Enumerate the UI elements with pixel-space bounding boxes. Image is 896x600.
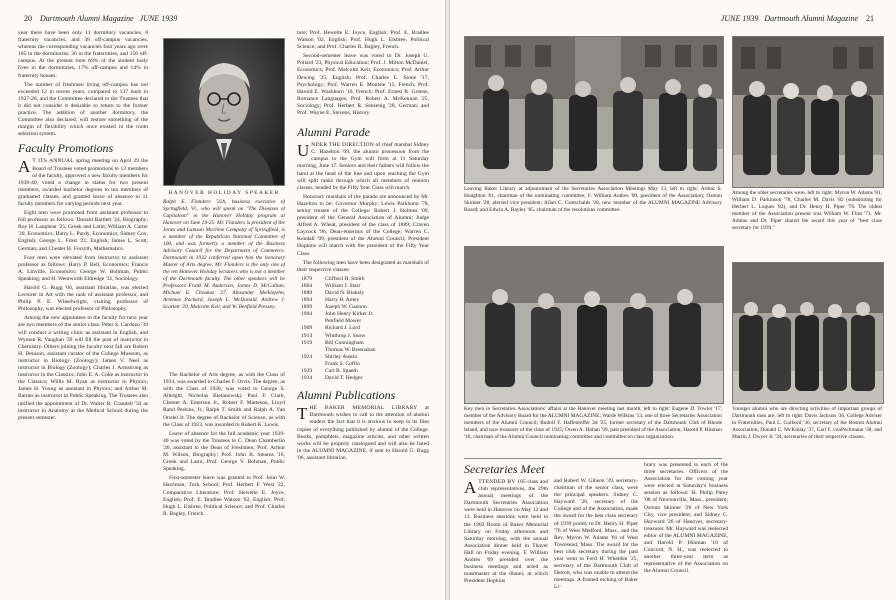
marshal-row <box>301 290 429 297</box>
marshal-row <box>301 297 429 304</box>
secretaries-lead-in: TTENDED BY <box>478 479 516 485</box>
leave-para-2: First-semester leave was granted to Prof. John W. Harriman, Tuck School; Prof. Herbert F. West '22, Comparative Literature; Prof. Hewette E. Joyce, English; Prof. E. Bradlee Watson '02, English; Prof. Hugh L. Elsbree, Political Science; and Prof. Charles R. Bagley, French. <box>163 475 285 517</box>
faculty-para-1-text: spring meeting on April 29 the Board of Trustees voted promotions to 12 members of the faculty, approved a new faculty members for 1939-40, voted a change in status for two present members, awarded bachelor degrees to ten members of graduated classes, and granted leave of absence to 11 faculty members for varying periods next year. <box>18 158 148 207</box>
marshal-class-year: 1904 <box>301 311 313 318</box>
publications-para-text: at Dartmouth wishes to call to the attention of alumni readers the fact that it is anxious to keep in its files copies of everything published by alumni of the College. Books, pamphlets, magazine articles, and other written works will be properly catalogued and will also be listed in the ALUMNI MAGAZINE, if sent to Harold G. Rugg '06, assistant librarian. <box>297 405 429 461</box>
alumni-publications-heading: Alumni Publications <box>297 388 396 403</box>
publications-lead-in: HE BAKER MEMORIAL LIBRARY <box>309 405 418 412</box>
parade-para-1 <box>297 142 429 192</box>
parade-para-3: The following men have been designated as marshals of their respective classes: <box>297 259 429 273</box>
publications-para <box>297 405 429 462</box>
faculty-drop-cap: A <box>18 157 31 177</box>
faculty-para-3: Four men were elevated from instructor to assistant professor as follows: Harry P. Bell, Economics; Francis A. Linville, Economics; George W. Bohman, Public Speaking; and H. Wentworth Eldredge '31, Sociology. <box>18 254 148 282</box>
leave-para-1: Leave of absence for the full academic year 1939-40 was voted by the Trustees to C. Dean Chamberlin '26, assistant to the Dean of Freshmen; Prof. Arthur M. Wilson, Biography; Prof. John B. Stearns '16, Greek and Latin; Prof. George V. Bohman, Public Speaking. <box>163 430 285 473</box>
faculty-para-5: Among the new appointees to the faculty for next year are two members of the senior class. Peter S. Cardozo '39 will conduct a writing clinic as assistant in English, and Wyman R. Vaughan '39 will fill the post of instructor in Chemistry. Others joining the faculty next fall are Robert H. Denison, assistant curator of the College Museum, as instructor in Biology (Zoology); James V. Neel as instructor in Biology (Zoology); Charles J. Armstrong as instructor in the Classics; John E. A. Coke as instructor in the Classics; Willis M. Ryan as instructor in Physics; James H. Young as assistant in Physics; and Arthur M. Barnes as instructor in Public Speaking. The Trustees also ratified the appointment of Dr. Walter B. Crandell '34 as instructor in Anatomy at the Medical School during the present semester. <box>18 315 148 421</box>
marshal-name: Winthrop J. Snow <box>325 332 366 339</box>
class-marshal-list <box>301 276 429 382</box>
marshal-row <box>301 276 429 283</box>
marshal-name: Shirley Austin <box>325 353 358 360</box>
caption-older-secretaries: Among the older secretaries were, left to right: Myron W. Adams '81, William D. Parkinson '78, Charles M. Davis '82 (substituting for Herbert L. Luques '82), and Dr. Henry H. Piper '76. The oldest member of the Association present was William W. Flint '71. Mr. Adams and Dr. Piper shared the award this year of "best class secretary for 1939." <box>732 190 882 231</box>
right-page-number: 21 <box>866 14 874 23</box>
marshal-name: David N. Blakely <box>325 290 365 296</box>
marshal-row <box>301 375 429 382</box>
photo-key-men <box>464 246 724 404</box>
speaker-caption-heading: HANOVER HOLIDAY SPEAKER <box>168 190 280 196</box>
parade-drop-cap: U <box>297 141 310 161</box>
photo-4-illustration <box>733 263 883 403</box>
faculty-para-2: Eight men were promoted from assistant professor to full professor as follows: Donald Bartlett '24, Biography; Roy H. Lanphear '25, Greek and Latin; William A. Carter '20, Economics; Harry L. Purdy, Economics; Sidney Cox, English; George L. Frost '21, English; James L. Scott, German; and Chester H. Forsyth, Mathematics. <box>18 210 148 252</box>
photo-2-illustration <box>733 37 883 187</box>
faculty-para-1 <box>18 158 148 208</box>
marshal-class-year: 1919 <box>301 339 313 346</box>
photo-younger-alumni <box>732 262 884 404</box>
marshal-class-year <box>301 361 325 368</box>
marshal-class-year: 1914 <box>301 332 313 339</box>
marshal-row <box>301 340 429 347</box>
caption-younger-alumni: Younger alumni who are directing activities of important groups of Dartmouth men are, left to right: Davis Jackson '36, College Adviser to Fraternities, Paul L. Guibord '36, secretary of the Boston Alumni Association, Donald C. McKinlay '37, Carl F. vonPechmann '38, and Martin J. Dwyer Jr. '34, secretaries of their respective classes. <box>732 406 882 440</box>
parade-para-1-text: of chief marshal Sidney C. Hazelton '09, the alumni procession from the campus to the Gym will form at 11 Saturday morning, June 17. Seniors and their fathers will follow the band at the head of the line and upon reaching the Gym will split ranks through which all members of reunion classes, headed by the Fifty Year Class will march. <box>297 142 429 191</box>
right-issue-date: JUNE 1939 <box>720 14 759 23</box>
marshal-row <box>301 361 429 368</box>
left-magazine-title: Dartmouth Alumni Magazine <box>40 14 134 23</box>
marshal-class-year: 1884 <box>301 282 313 289</box>
marshal-name: Penfield Mower <box>325 318 362 325</box>
secretaries-col1-text: 105 class and club representatives, the 29th annual meetings of the Dartmouth Secretaries Association were held in Hanover on May 12 and 13. Business sessions were held in the 1902 Room of Baker Memorial Library on Friday afternoon and Saturday morning, with the annual Association dinner held in Thayer Hall on Friday evening. F. William Andres '09 presided over the business meetings and acted as toastmaster at the dinner, at which President Hopkins <box>464 479 548 585</box>
marshal-name: Frank S. Coffin <box>325 360 360 367</box>
secretaries-meet-column-1 <box>464 462 548 596</box>
photo-leaving-baker-library <box>464 36 724 184</box>
caption-key-men: Key men in Secretaries Associations' affairs at the Hanover meeting last month, left to right: Eugene D. Towler '17, member of the Advisory Board for the ALUMNI MAGAZINE; Warde Wilkins '13, one of three Secretaries Association members of the Alumni Council; Rudolf F. Haffenreffer 3d '25, former secretary of the Dartmouth Club of Rhode Island, and now treasurer of the class of 1925; Owen A. Hoban '99, past president of the Association; Harold P. Hinman '10, chairman of the Alumni Council nominating committee and committee on class organization. <box>464 406 722 440</box>
right-magazine-title: Dartmouth Alumni Magazine <box>764 14 858 23</box>
right-page <box>450 0 896 600</box>
left-issue-date: JUNE 1939 <box>139 14 178 23</box>
marshal-row <box>301 347 429 354</box>
caption-leaving-library: Leaving Baker Library at adjournment of the Secretaries Association Meetings May 13, left to right: Arthur S. Houghton '01, chairman of the nominating committee; F. William Andres '09, president of the Association; Osmun Skinner '28, elected vice president; Allan C. Gottschalds '28, new member of the ALUMNI MAGAZINE Advisory Board; and Edwin A. Bayley '85, chairman of the resolutions committee. <box>464 186 722 213</box>
left-page-number: 20 <box>24 14 32 23</box>
speaker-portrait-photo <box>163 38 285 186</box>
portrait-illustration <box>164 39 284 185</box>
marshal-class-year <box>301 347 325 354</box>
marshal-class-year: 1929 <box>301 368 313 375</box>
leave-continued-para: ture; Prof. Hewette E. Joyce, English; Prof. E. Bradlee Watson '02, English; Prof. Hugh L. Elsbree, Political Science; and Prof. Charles R. Bagley, French. <box>297 30 429 51</box>
secretaries-meet-para-1 <box>464 479 548 585</box>
marshal-class-year: 1899 <box>301 304 313 311</box>
marshal-name: Richard J. Lord <box>325 325 360 332</box>
marshal-class-year: 1894 <box>301 297 313 304</box>
photo-3-illustration <box>465 247 723 403</box>
second-semester-para: Second-semester leave was voted to Dr. Joseph G. Pollard '23, Physical Education; Prof. J. Milton McDaniel, Economics; Prof. Malcolm Keir, Economics; Prof. Arthur Dewing '25, English; Prof. Charles L. Stone '17, Psychology; Prof. Warren E. Montsie '15, French; Prof. Harold E. Washburn '10, French; Prof. Ernest R. Greene, Romance Languages; Prof. Robert A. McKennan '25, Sociology; Prof. Herbert R. Sensenig '28, German; and Prof. Wayne E. Stevens, History. <box>297 53 429 117</box>
photo-older-secretaries <box>732 36 884 188</box>
secretaries-col2-text: and Robert W. Gibson '39, secretary-chairman of the senior class, were the principal speakers. Sidney C. Hayward '26, secretary of the College and of the Association, made the award for the best class secretary of 1939 jointly to Dr. Henry H. Piper '76 of West Medford, Mass., and the Rev. Myron W. Adams '81 of West Townsend, Mass. The award for the best club secretary during the past year went to Ford H. Whelden '25, secretary of the Dartmouth Club of Detroit, who was unable to attend the meetings. A framed etching of Baker Li- <box>554 478 638 591</box>
marshal-name: Carl B. Spaeth <box>325 368 358 375</box>
dorm-para-2: The number of freshmen living off-campus has not exceeded 12 in recent years, compared to 137 back in 1927-28, and the Committee declared to the Trustees that it did not consider it desirable to return to the former practice. The addition of another dormitory, the Committee also declared, will restore something of the margin of flexibility which once existed in the room selection system. <box>18 81 148 138</box>
publications-drop-cap: T <box>297 404 308 424</box>
left-running-head <box>18 14 177 23</box>
dorm-para-1: year there have been only 11 dormitory vacancies, 8 fraternity vacancies, and 38 off-campus vacancies, whereas the corresponding vacancies four years ago were 105 in the dormitories, 36 in the fraternities, and 156 off-campus. At the present time 69% of the student body lives in the dormitories, 17% off-campus and 14% in fraternity houses. <box>18 30 148 79</box>
marshal-class-year: 1909 <box>301 325 313 332</box>
speaker-caption-text: Ralph E. Flanders '32h, business executive of Springfield, Vt., who will speak on "The Diseases of Capitalism" in the Hanover Holiday program at Hanover on June 19-25. Mr. Flanders is president of the Jones and Lamson Machine Company of Springfield, is a member of the Republican National Committee of 100, and was formerly a member of the Business Advisory Council for the Department of Commerce. Dartmouth in 1932 conferred upon him the honorary Master of Arts degree. Mr. Flanders is the only one of the ten Hanover Holiday lecturers who is not a member of the Dartmouth faculty. The other speakers will be Professors Frank M. Anderson, James D. McCallum, Michael E. Choukas '27, Alexander Meiklejohn, Artemas Packard, Joseph L. McDonald, Andrew J. Scarlett '20, Malcolm Keir, and W. Benfield Pressey. <box>163 199 285 310</box>
marshal-row <box>301 354 429 361</box>
parade-para-2: Honorary marshals of the parade are announced by Mr. Hazelton to be: Governor Murphy; Lewis Parkhurst '78, senior trustee of the College; Robert J. Holmes '09, president of the General Association of Alumni; Judge Alfred A. Wheat, president of the class of 1889; Craven Laycock '96, Dean-emeritus of the College; Warren C. Kendall '99, president of the Alumni Council; President Hopkins will march with the president of the Fifty Year Class. <box>297 193 429 257</box>
faculty-promotions-heading: Faculty Promotions <box>18 141 114 156</box>
marshal-row <box>301 304 429 311</box>
alumni-parade-heading: Alumni Parade <box>297 125 370 140</box>
marshal-class-year: 1934 <box>301 375 313 382</box>
degrees-para: The Bachelor of Arts degree, as with the Class of 1934, was awarded to Charles F. Orvis. The degree, as with the Class of 1938, was voted to George S. Albright, Nicholas Bielanowski, Paul F. Clark, Chester A. Emerson Jr., Robert F. Matteson, Lloyd Rand Perkins, Jr., Ralph T. Smith and Ralph A. Van Orsdel Jr. The degree of Bachelor of Science, as with the Class of 1923, was awarded to Robert K. Lewis. <box>163 372 285 428</box>
secretaries-col3-text: brary was presented to each of the three secretaries. Officers of the Association for the coming year were elected at Saturday's business session as follows: H. Philip Patey '08 of Newtonville, Mass., president; Osmun Skinner '28 of New York City, vice president; and Sidney C. Hayward '26 of Hanover, secretary-treasurer. Mr. Hayward was reelected editor of the ALUMNI MAGAZINE, and Harold P. Hinman '10 of Concord, N. H., was reelected to another three-year term as representative of the Association on the Alumni Council. <box>644 462 728 575</box>
marshal-name: Harry B. Amey <box>325 297 360 304</box>
marshal-class-year: 1879 <box>301 275 313 282</box>
marshal-name: Thomas W. Bresnahan <box>325 346 376 353</box>
photo-1-illustration <box>465 37 723 183</box>
marshal-row <box>301 325 429 332</box>
marshal-row <box>301 311 429 318</box>
secretaries-meet-heading: Secretaries Meet <box>464 462 545 476</box>
faculty-para-4: Harold G. Rugg '06, assistant librarian, was elected Lecturer in Art with the rank of assistant professor, and Philip P. E. Wheelwright, visiting professor of Philosophy, was elected professor of Philosophy. <box>18 285 148 313</box>
marshal-name: Bill Cunningham <box>325 339 364 346</box>
left-page <box>0 0 445 600</box>
marshal-class-year <box>301 318 325 325</box>
left-column-3 <box>297 30 429 595</box>
secretaries-drop-cap: A <box>464 478 477 497</box>
faculty-lead-in: T ITS ANNUAL <box>32 158 74 165</box>
marshal-row <box>301 368 429 375</box>
marshal-row <box>301 318 429 325</box>
parade-lead-in: NDER THE DIRECTION <box>311 142 374 149</box>
marshal-name: John Henry Kirker Jr. <box>325 311 374 318</box>
left-column-2 <box>163 372 285 595</box>
marshal-row <box>301 283 429 290</box>
secretaries-meet-column-3 <box>644 462 728 596</box>
marshal-class-year: 1889 <box>301 290 313 296</box>
marshal-name: William J. Starr <box>325 282 361 289</box>
article-top-rule <box>464 458 722 459</box>
marshal-name: David T. Hedges <box>325 375 363 382</box>
right-running-head <box>721 14 880 23</box>
marshal-name: Clifford H. Smith <box>325 275 365 282</box>
left-column-1 <box>18 30 148 595</box>
marshal-name: Joseph W. Gannon <box>325 304 367 311</box>
secretaries-meet-column-2 <box>554 478 638 596</box>
marshal-row <box>301 333 429 340</box>
marshal-class-year: 1924 <box>301 353 313 360</box>
